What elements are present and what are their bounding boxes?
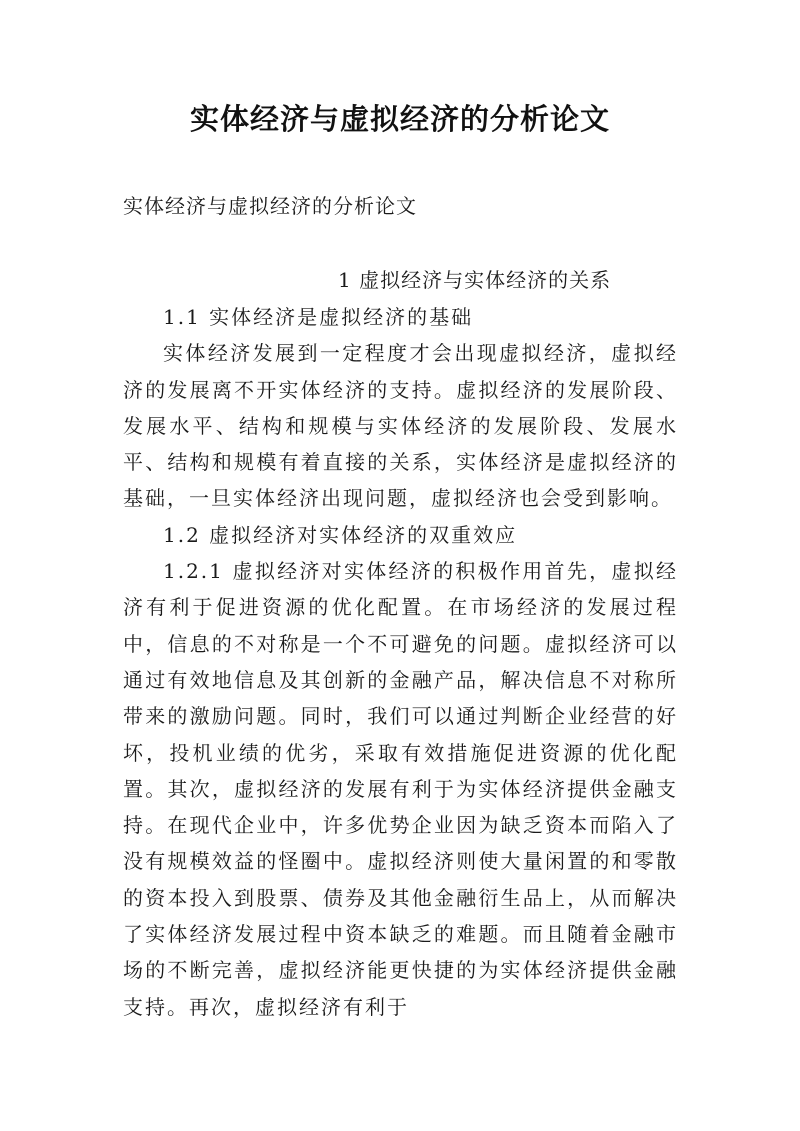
subsection-heading-1-2: 1.2 虚拟经济对实体经济的双重效应 (163, 522, 518, 547)
paragraph-1-2-1: 1.2.1 虚拟经济对实体经济的积极作用首先，虚拟经济有利于促进资源的优化配置。在市场经济的发展过程中，信息的不对称是一个不可避免的问题。虚拟经济可以通过有效地信息及其创新的金融产品，解决信息不对称所带来的激励问题。同时，我们可以通过判断企业经营的好坏，投机业绩的优劣，采取有效措施促进资源的优化配置。其次，虚拟经济的发展有利于为实体经济提供金融支持。在现代企业中，许多优势企业因为缺乏资本而陷入了没有规模效益的怪圈中。虚拟经济则使大量闲置的和零散的资本投入到股票、债券及其他金融衍生品上，从而解决了实体经济发展过程中资本缺乏的难题。而且随着金融市场的不断完善，虚拟经济能更快捷的为实体经济提供金融支持。再次，虚拟经济有利于 (123, 559, 678, 1019)
document-title: 实体经济与虚拟经济的分析论文 (189, 102, 610, 136)
paragraph-1-1: 实体经济发展到一定程度才会出现虚拟经济，虚拟经济的发展离不开实体经济的支持。虚拟经济的发展阶段、发展水平、结构和规模与实体经济的发展阶段、发展水平、结构和规模有着直接的关系，实体经济是虚拟经济的基础，一旦实体经济出现问题，虚拟经济也会受到影响。 (123, 341, 678, 511)
section-heading-1: 1 虚拟经济与实体经济的关系 (338, 268, 612, 292)
subsection-heading-1-1: 1.1 实体经济是虚拟经济的基础 (163, 305, 474, 329)
document-body (123, 299, 678, 1025)
document-subtitle: 实体经济与虚拟经济的分析论文 (123, 194, 417, 218)
